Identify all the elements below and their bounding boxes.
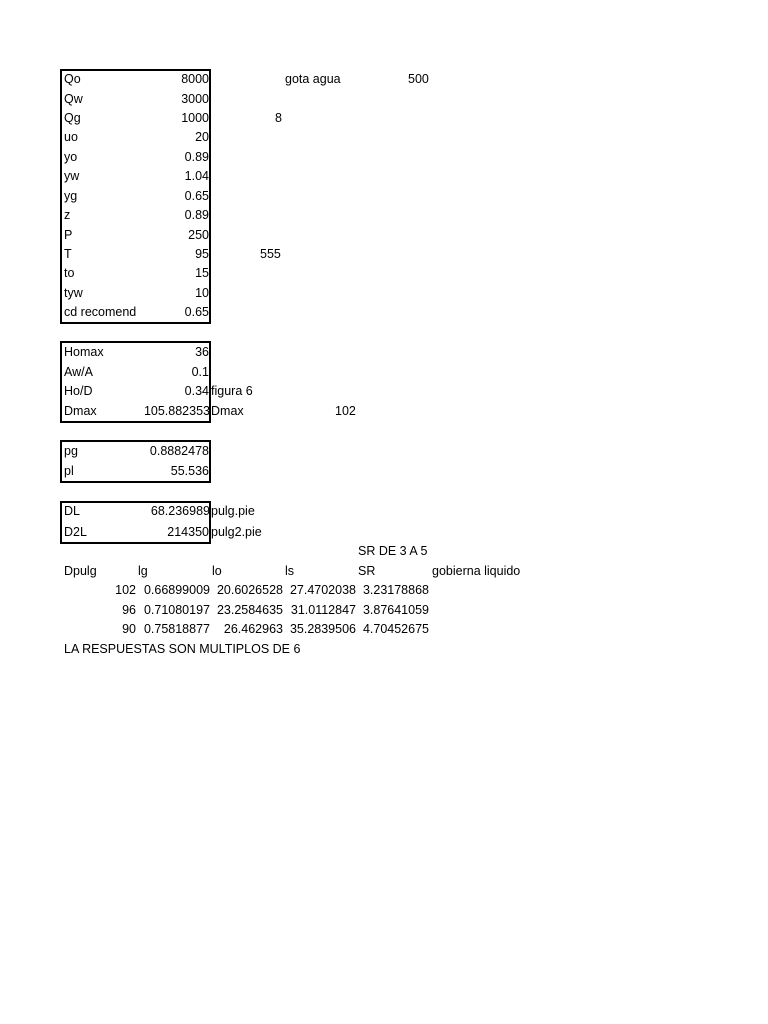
table-row-2-dpulg: 96	[122, 603, 136, 617]
dim-note-ho-d: figura 6	[211, 384, 253, 398]
dl-label: DL	[64, 504, 80, 518]
dim-label-ho-d: Ho/D	[64, 384, 93, 398]
density-value-pl: 55.536	[170, 464, 209, 478]
table-header-sr: SR	[358, 564, 376, 578]
param-label-p: P	[64, 228, 73, 242]
table-header-lo: lo	[212, 564, 222, 578]
table-header-dpulg: Dpulg	[64, 564, 97, 578]
dim-label-aw-a: Aw/A	[64, 365, 93, 379]
table-header-lg: lg	[138, 564, 148, 578]
param-value-uo: 20	[195, 130, 209, 144]
table-row-1-lg: 0.66899009	[143, 583, 210, 597]
param-label-tyw: tyw	[64, 286, 83, 300]
table-row-1-ls: 27.4702038	[289, 583, 356, 597]
table-row-2-lo: 23.2584635	[216, 603, 283, 617]
param-value-yg: 0.65	[184, 189, 209, 203]
table-row-1-dpulg: 102	[115, 583, 136, 597]
table-header-gobierna-liquido: gobierna liquido	[432, 564, 521, 578]
dl-value: 68.236989	[150, 504, 210, 518]
gota-agua-label: gota agua	[285, 72, 341, 86]
table-row-3-ls: 35.2839506	[289, 622, 356, 636]
param-label-qw: Qw	[64, 92, 83, 106]
param-label-t: T	[64, 247, 72, 261]
param-label-to: to	[64, 266, 75, 280]
table-row-2-sr: 3.87641059	[362, 603, 429, 617]
t-note: 555	[260, 247, 281, 261]
param-label-qo: Qo	[64, 72, 81, 86]
param-value-yo: 0.89	[184, 150, 209, 164]
dim-label-homax: Homax	[64, 345, 104, 359]
density-value-pg: 0.8882478	[149, 444, 209, 458]
table-row-3-sr: 4.70452675	[362, 622, 429, 636]
param-value-p: 250	[188, 228, 209, 242]
param-value-t: 95	[195, 247, 209, 261]
param-value-to: 15	[195, 266, 209, 280]
d2l-unit: pulg2.pie	[211, 525, 262, 539]
d2l-value: 214350	[167, 525, 209, 539]
param-label-yw: yw	[64, 169, 80, 183]
param-label-uo: uo	[64, 130, 78, 144]
param-value-qw: 3000	[181, 92, 209, 106]
gota-agua-value: 500	[408, 72, 429, 86]
param-value-cd-recomend: 0.65	[184, 305, 209, 319]
dim-value-ho-d: 0.34	[184, 384, 209, 398]
table-row-3-dpulg: 90	[122, 622, 136, 636]
param-value-qg: 1000	[181, 111, 209, 125]
dim-value-aw-a: 0.1	[191, 365, 209, 379]
param-label-yg: yg	[64, 189, 78, 203]
table-row-2-ls: 31.0112847	[290, 603, 356, 617]
table-row-1-sr: 3.23178868	[362, 583, 429, 597]
dl-unit: pulg.pie	[211, 504, 255, 518]
param-label-z: z	[64, 208, 71, 222]
param-label-cd-recomend: cd recomend	[64, 305, 137, 319]
table-header-ls: ls	[285, 564, 295, 578]
table-row-3-lo: 26.462963	[223, 622, 283, 636]
density-label-pg: pg	[64, 444, 78, 458]
param-value-yw: 1.04	[184, 169, 209, 183]
param-value-qo: 8000	[181, 72, 209, 86]
table-row-2-lg: 0.71080197	[143, 603, 210, 617]
density-label-pl: pl	[64, 464, 74, 478]
param-value-tyw: 10	[195, 286, 209, 300]
conclusion-text: LA RESPUESTAS SON MULTIPLOS DE 6	[64, 642, 301, 656]
dmax-value: 102	[335, 404, 356, 418]
sr-range-note: SR DE 3 A 5	[358, 544, 428, 558]
d2l-label: D2L	[64, 525, 87, 539]
dim-note-dmax: Dmax	[211, 404, 244, 418]
dim-value-homax: 36	[195, 345, 209, 359]
table-row-3-lg: 0.75818877	[143, 622, 210, 636]
table-row-1-lo: 20.6026528	[216, 583, 283, 597]
param-label-yo: yo	[64, 150, 78, 164]
dim-label-dmax: Dmax	[64, 404, 97, 418]
dim-value-dmax: 105.882353	[143, 404, 210, 418]
param-value-z: 0.89	[184, 208, 209, 222]
param-label-qg: Qg	[64, 111, 81, 125]
qg-note: 8	[275, 111, 282, 125]
